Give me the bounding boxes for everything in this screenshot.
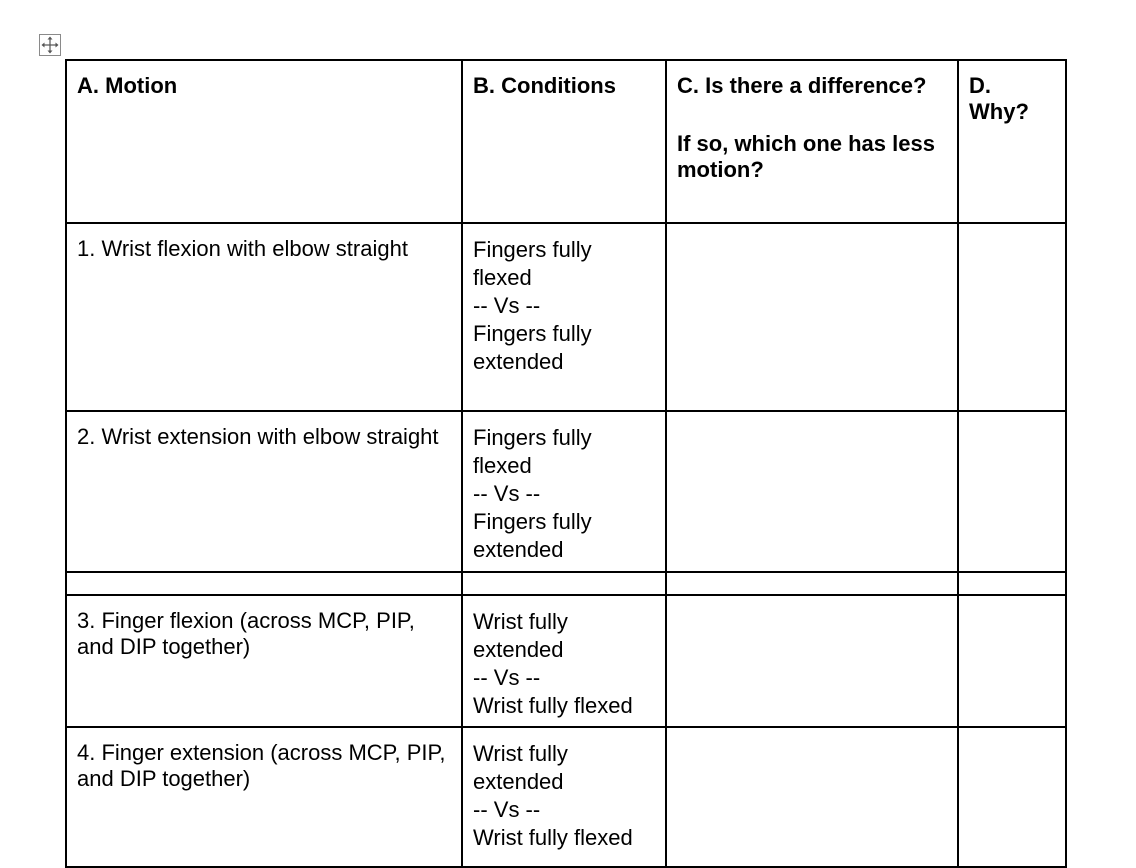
condition-b: Wrist fully flexed [473, 825, 633, 850]
why-answer-cell[interactable] [958, 595, 1066, 727]
difference-answer-cell[interactable] [666, 223, 958, 411]
table-row [66, 595, 1066, 727]
table-row [66, 223, 1066, 411]
worksheet-table [65, 59, 1067, 868]
condition-vs: -- Vs -- [473, 481, 541, 506]
motion-text: 3. Finger flexion (across MCP, PIP, and DIP together) [77, 608, 415, 659]
header-conditions [462, 60, 666, 223]
difference-answer-cell[interactable] [666, 595, 958, 727]
motion-text: 4. Finger extension (across MCP, PIP, and DIP together) [77, 740, 446, 791]
conditions-cell [462, 727, 666, 867]
why-answer-cell[interactable] [958, 727, 1066, 867]
condition-b: Fingers fully extended [473, 321, 592, 374]
condition-a: Fingers fully flexed [473, 425, 592, 478]
conditions-cell [462, 595, 666, 727]
condition-vs: -- Vs -- [473, 293, 541, 318]
header-difference-gap [677, 99, 947, 131]
conditions-cell [462, 411, 666, 572]
motion-cell [66, 223, 462, 411]
spacer-cell[interactable] [958, 572, 1066, 595]
motion-cell [66, 595, 462, 727]
why-answer-cell[interactable] [958, 223, 1066, 411]
header-difference-followup: If so, which one has less motion? [677, 131, 935, 182]
spacer-cell[interactable] [666, 572, 958, 595]
condition-a: Wrist fully extended [473, 741, 568, 794]
header-motion [66, 60, 462, 223]
condition-vs: -- Vs -- [473, 665, 541, 690]
why-answer-cell[interactable] [958, 411, 1066, 572]
motion-cell [66, 727, 462, 867]
difference-answer-cell[interactable] [666, 411, 958, 572]
spacer-cell[interactable] [462, 572, 666, 595]
spacer-row [66, 572, 1066, 595]
header-conditions-label: B. Conditions [473, 73, 616, 98]
condition-vs: -- Vs -- [473, 797, 541, 822]
header-motion-label: A. Motion [77, 73, 178, 98]
condition-b: Wrist fully flexed [473, 693, 633, 718]
motion-cell [66, 411, 462, 572]
table-row [66, 411, 1066, 572]
spacer-cell[interactable] [66, 572, 462, 595]
table-move-handle-icon[interactable] [39, 34, 61, 56]
conditions-cell [462, 223, 666, 411]
motion-text: 2. Wrist extension with elbow straight [77, 424, 439, 449]
condition-a: Fingers fully flexed [473, 237, 592, 290]
condition-b: Fingers fully extended [473, 509, 592, 562]
motion-text: 1. Wrist flexion with elbow straight [77, 236, 408, 261]
condition-a: Wrist fully extended [473, 609, 568, 662]
table-header-row [66, 60, 1066, 223]
table-row [66, 727, 1066, 867]
header-why [958, 60, 1066, 223]
header-difference-question: C. Is there a difference? [677, 73, 927, 98]
header-difference [666, 60, 958, 223]
header-why-label: D. Why? [969, 73, 1029, 124]
difference-answer-cell[interactable] [666, 727, 958, 867]
